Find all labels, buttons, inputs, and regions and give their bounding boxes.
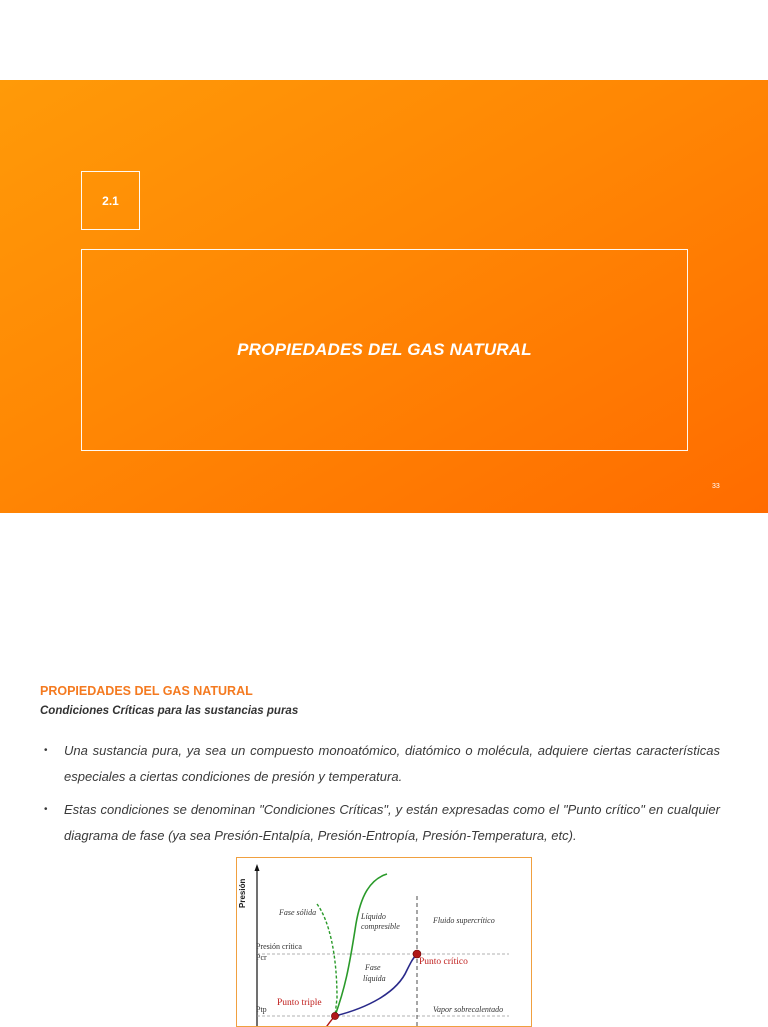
label-ptp: Ptp: [256, 1005, 267, 1014]
bullet-marker: •: [44, 745, 48, 756]
phase-diagram: [236, 857, 532, 1027]
label-fase: Fase: [365, 963, 381, 972]
title-slide: [0, 80, 768, 513]
section-number: 2.1: [102, 193, 119, 208]
label-compresible: compresible: [361, 922, 400, 931]
title-box: [81, 249, 688, 451]
label-liquida: líquida: [363, 974, 386, 983]
content-subheading: Condiciones Críticas para las sustancias puras: [40, 705, 299, 717]
section-number-box: [81, 171, 140, 230]
page-number: 33: [712, 483, 720, 490]
y-axis-label: Presión: [238, 878, 247, 908]
fusion-curve: [335, 874, 387, 1016]
label-pcr: Pcr: [256, 953, 267, 962]
label-liquido: Líquido: [361, 912, 386, 921]
content-slide: [0, 513, 768, 1024]
bullet-item: [44, 738, 720, 790]
label-punto-critico: Punto crítico: [419, 957, 468, 967]
label-fluido-supercritico: Fluido supercrítico: [433, 916, 495, 925]
label-punto-triple: Punto triple: [277, 998, 322, 1008]
slide-title: PROPIEDADES DEL GAS NATURAL: [237, 340, 532, 359]
bullet-item: [44, 797, 720, 849]
content-heading: PROPIEDADES DEL GAS NATURAL: [40, 684, 253, 698]
bullet-text: Una sustancia pura, ya sea un compuesto monoatómico, diatómico o molécula, adquiere ciertas características especiales a ciertas condiciones de presión y temperatura.: [64, 743, 720, 784]
bullet-text: Estas condiciones se denominan "Condiciones Críticas", y están expresadas como el "Punto crítico" en cualquier diagrama de fase (ya sea Presión-Entalpía, Presión-Entropía, Presión-Temperatura, etc).: [64, 802, 720, 843]
label-presion-critica: Presión crítica: [256, 942, 302, 951]
label-vapor-sobrecalentado: Vapor sobrecalentado: [433, 1005, 504, 1014]
label-fase-solida: Fase sólida: [279, 908, 317, 917]
y-axis-arrow: [255, 864, 260, 871]
bullet-marker: •: [44, 804, 48, 815]
triple-point-marker: [331, 1012, 338, 1019]
